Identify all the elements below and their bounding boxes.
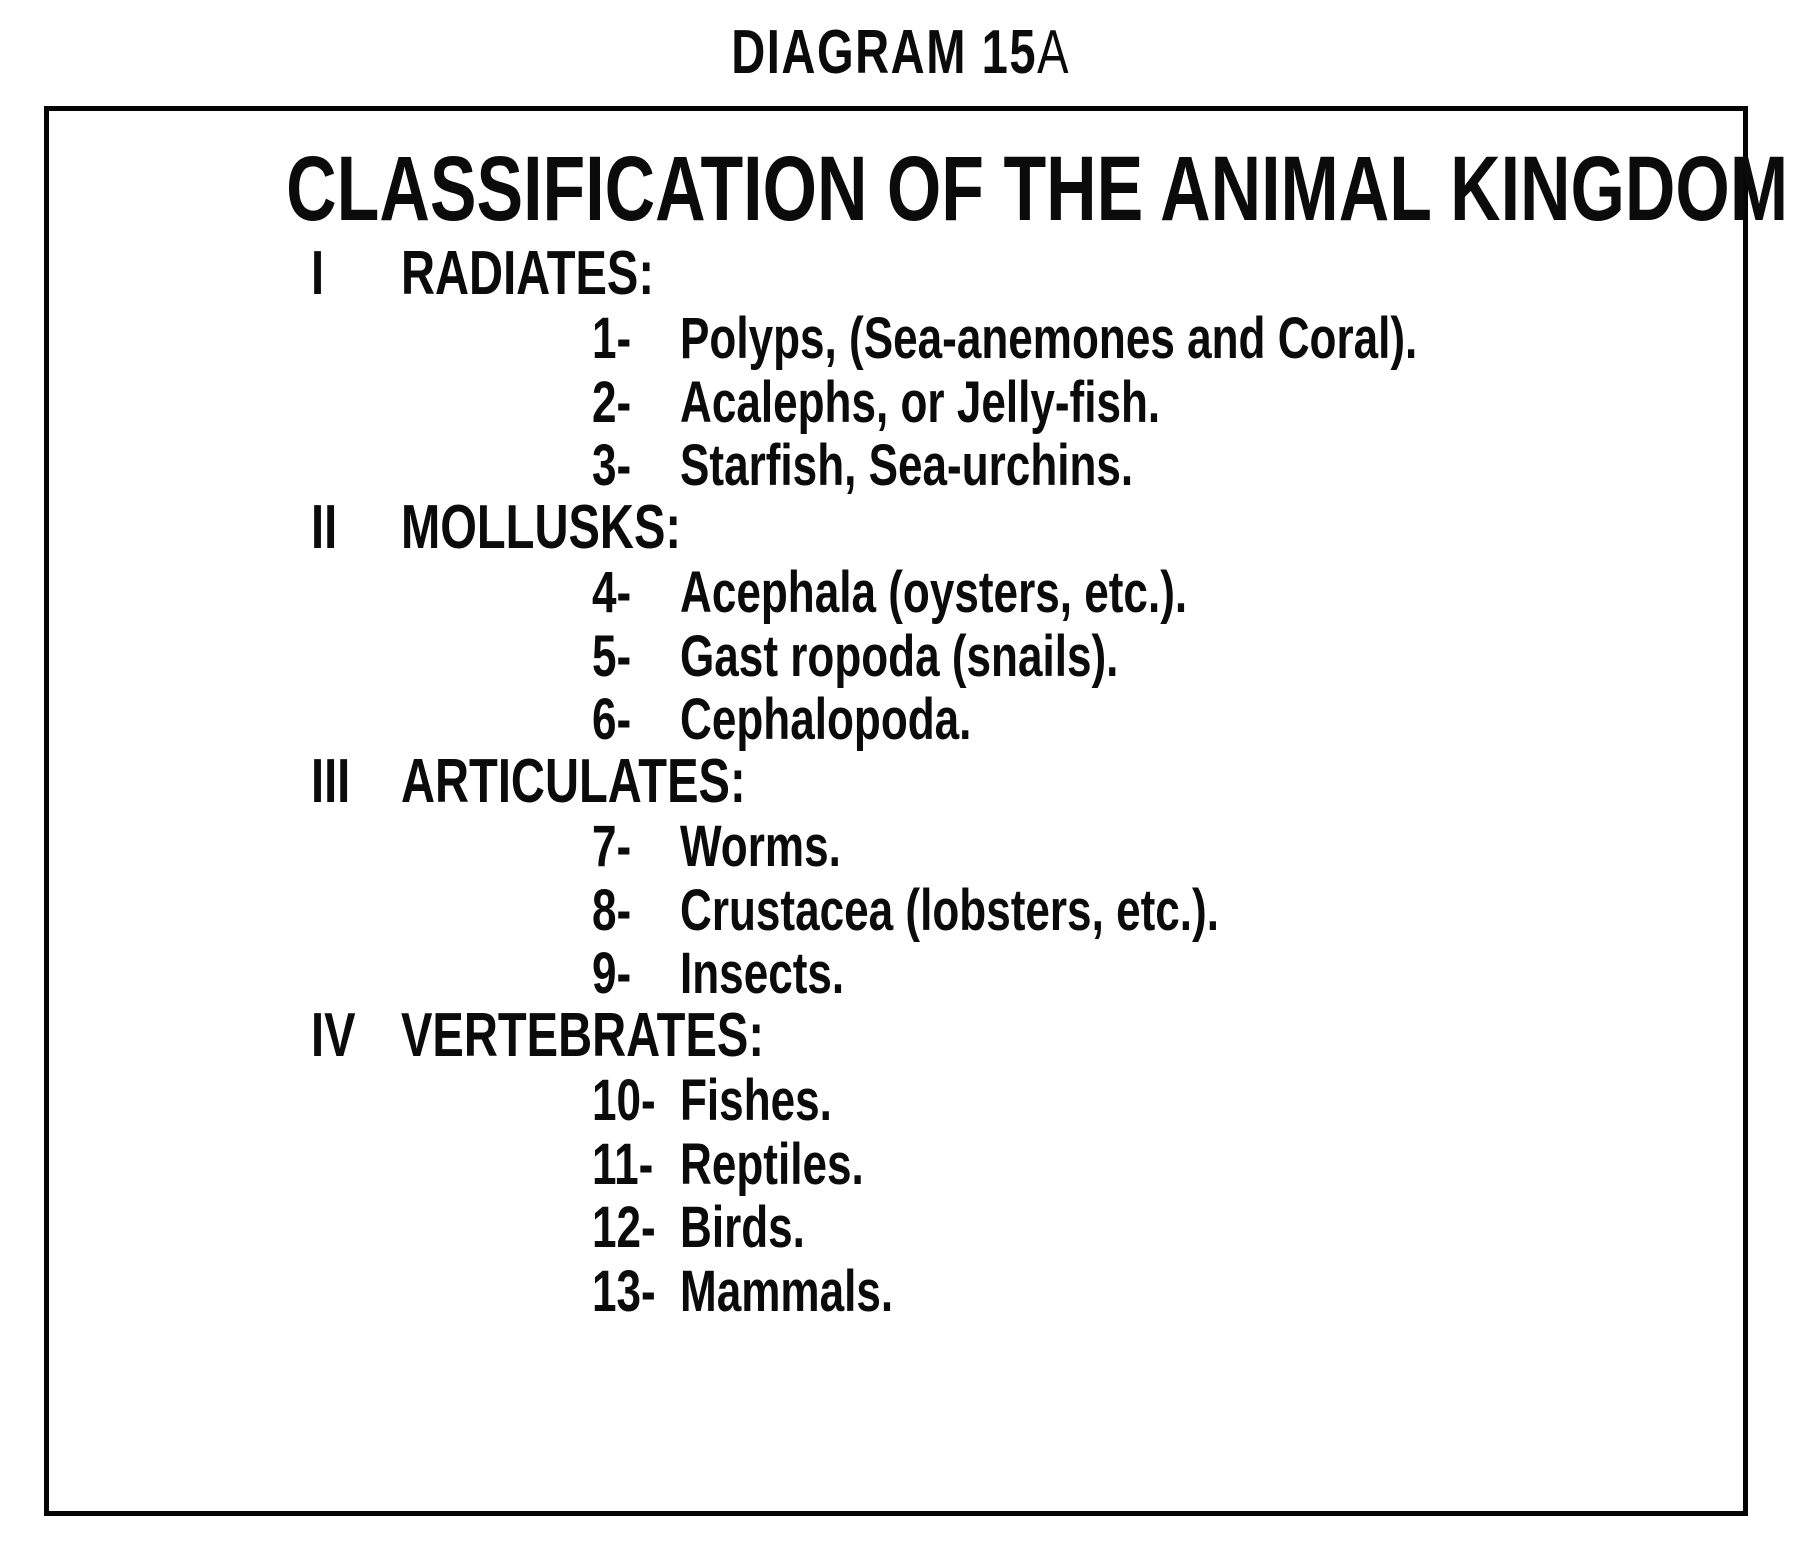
diagram-label-suffix: A — [1037, 18, 1069, 87]
list-item — [592, 1130, 1743, 1197]
item-number: 13- — [592, 1258, 656, 1324]
section-name: ARTICULATES: — [401, 746, 746, 816]
list-item — [592, 1257, 1743, 1324]
item-number: 8- — [592, 877, 632, 943]
classification-list — [49, 238, 1743, 1324]
section-numeral: I — [311, 238, 325, 308]
item-text: Starfish, Sea-urchins. — [680, 433, 1134, 498]
list-item — [592, 686, 1743, 750]
section-numeral: II — [311, 492, 338, 562]
item-text: Gast ropoda (snails). — [680, 623, 1119, 689]
list-item — [592, 876, 1743, 943]
item-number: 11- — [592, 1131, 654, 1197]
item-number: 1- — [592, 306, 632, 371]
section-name: VERTEBRATES: — [401, 1000, 765, 1070]
diagram-box — [44, 106, 1789, 1516]
list-item — [592, 432, 1743, 496]
section-name: MOLLUSKS: — [401, 492, 682, 562]
item-text: Birds. — [680, 1195, 805, 1260]
list-item — [592, 368, 1743, 435]
list-item — [592, 1194, 1743, 1258]
page-title-text: CLASSIFICATION OF THE ANIMAL KINGDOM — [286, 138, 1789, 240]
list-item — [592, 622, 1743, 689]
section-row-radiates — [311, 238, 1743, 308]
item-text: Acephala (oysters, etc.). — [680, 560, 1188, 625]
item-number: 3- — [592, 433, 632, 498]
item-text: Insects. — [680, 941, 845, 1006]
item-number: 9- — [592, 941, 632, 1006]
item-text: Acalephs, or Jelly-fish. — [680, 369, 1161, 435]
item-number: 6- — [592, 687, 632, 752]
item-number: 5- — [592, 623, 632, 689]
section-row-articulates — [311, 746, 1743, 816]
item-number: 12- — [592, 1195, 656, 1260]
item-text: Crustacea (lobsters, etc.). — [680, 877, 1219, 943]
item-number: 10- — [592, 1068, 656, 1133]
item-text: Reptiles. — [680, 1131, 864, 1197]
section-row-mollusks — [311, 492, 1743, 562]
page-title — [49, 138, 1789, 240]
item-text: Fishes. — [680, 1068, 832, 1133]
item-text: Mammals. — [680, 1258, 894, 1324]
item-text: Worms. — [680, 814, 841, 879]
list-item — [592, 813, 1743, 877]
item-number: 4- — [592, 560, 632, 625]
list-item — [592, 305, 1743, 369]
list-item — [592, 940, 1743, 1004]
item-number: 2- — [592, 369, 632, 435]
diagram-label-bold: DIAGRAM 15 — [731, 18, 1038, 87]
item-text: Cephalopoda. — [680, 687, 972, 752]
section-name: RADIATES: — [401, 238, 655, 308]
list-item — [592, 559, 1743, 623]
section-numeral: III — [311, 746, 351, 816]
list-item — [592, 1067, 1743, 1131]
diagram-label-text — [731, 18, 1069, 87]
item-number: 7- — [592, 814, 632, 879]
diagram-label — [0, 18, 1800, 87]
section-row-vertebrates — [311, 1000, 1743, 1070]
section-numeral: IV — [311, 1000, 356, 1070]
item-text: Polyps, (Sea-anemones and Coral). — [680, 306, 1418, 371]
